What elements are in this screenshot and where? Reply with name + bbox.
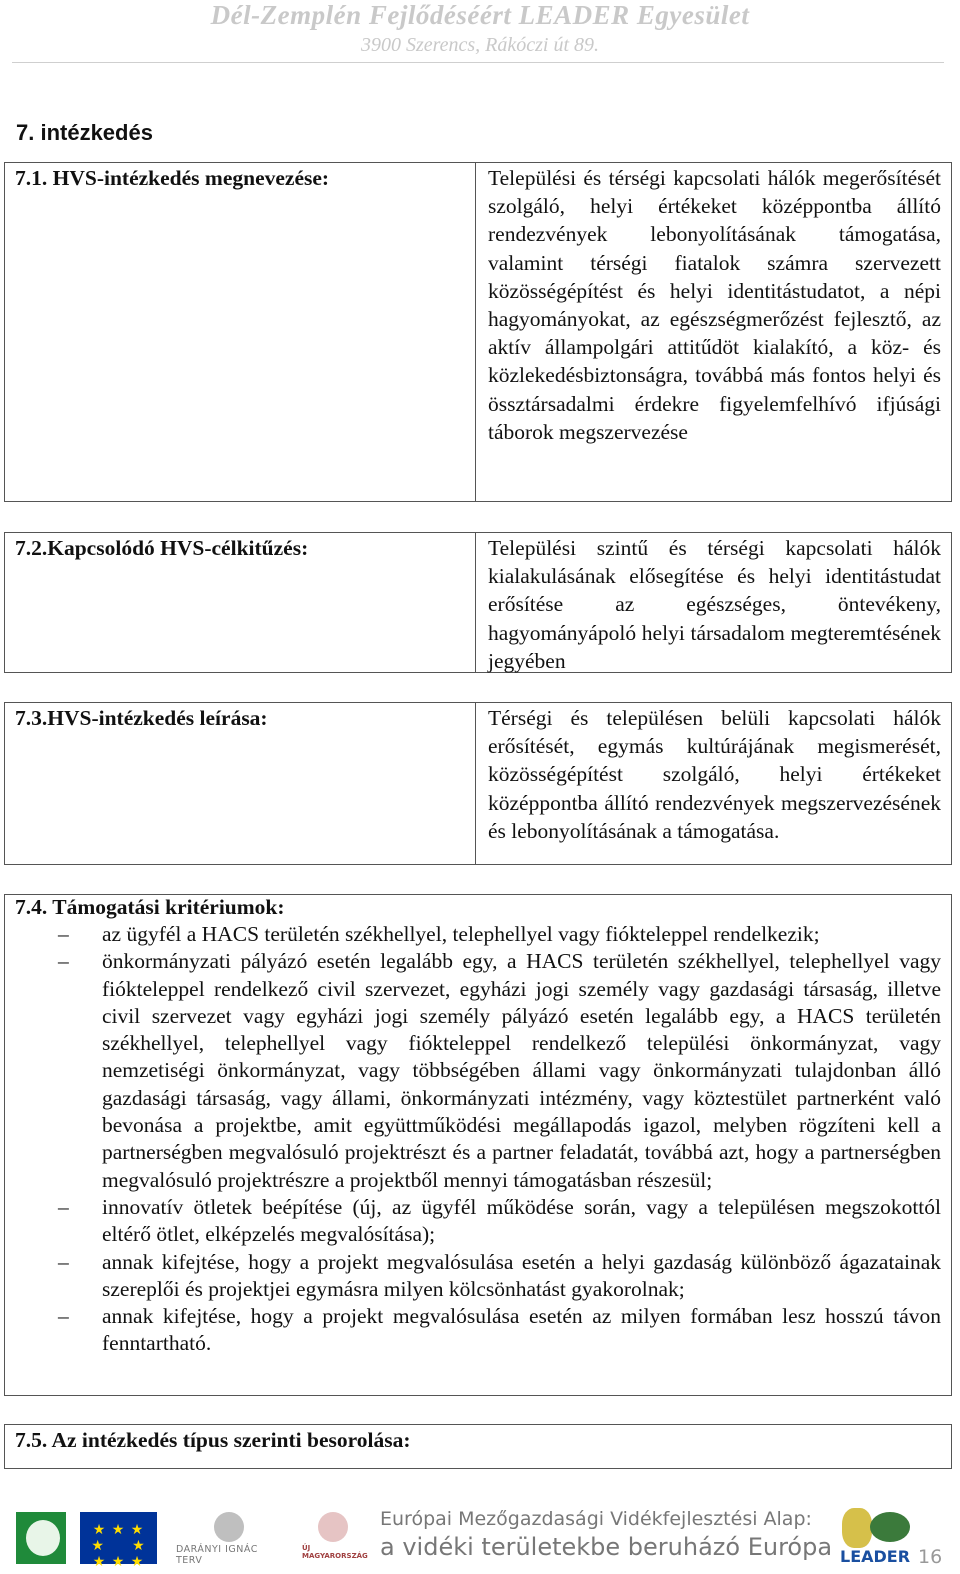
row-value: Települési szintű és térségi kapcsolati hálók kialakulásának elősegítése és helyi identitástudat erősítése az egészséges, öntevékeny, hagyományápoló helyi társadalom megteremtésének jegyében — [488, 536, 941, 673]
row-label: 7.1. HVS-intézkedés megnevezése: — [15, 166, 330, 190]
section-title: 7. intézkedés — [16, 120, 153, 145]
row-label: 7.2.Kapcsolódó HVS-célkitűzés: — [15, 536, 309, 560]
dash-bullet: – — [58, 1194, 69, 1219]
list-item — [5, 921, 941, 948]
grape-icon — [842, 1508, 872, 1548]
leader-text: LEADER — [840, 1547, 911, 1566]
classification-label: 7.5. Az intézkedés típus szerinti besorolása: — [15, 1428, 411, 1452]
leaf-icon — [26, 1520, 60, 1556]
emblem-icon — [318, 1512, 348, 1542]
list-item-text: önkormányzati pályázó esetén legalább egy, a HACS területén székhellyel, telephellyel vagy fiókteleppel rendelkező civil szervezet, egyházi jogi személy vagy gazdasági társaság, illetve civil szervezet vagy egyházi jogi személy pályázó esetén legalább egy, a HACS területén székhellyel, telephellyel vagy fiókteleppel rendelkező települési önkormányzat, vagy nemzetiségi önkormányzat, vagy többségében állami vagy önkormányzati tulajdonban álló gazdasági társaság, vagy állami, önkormányzati intézmény, vagy köztestület partnerként való bevonása a projektbe, amit együttműködési megállapodás igazol, melyben rögzíteni kell a partnerségben megvalósuló projektrészt és a partner feladatát, továbbá azt, hogy a partnerségben megvalósuló projektrészre a projektből mennyi támogatásban részesül; — [102, 949, 941, 1192]
list-item-text: annak kifejtése, hogy a projekt megvalósulása esetén a helyi gazdaság különböző ágazatainak szereplői és projektjei egymásra milyen kölcsönhatást gyakorolnak; — [102, 1249, 941, 1301]
criteria-box — [4, 894, 952, 1396]
list-item — [5, 1303, 941, 1358]
eu-stars-icon: ★ ★ ★ ★ ★ ★ ★ ★ — [91, 1522, 146, 1570]
column-divider — [475, 703, 476, 864]
uj-magyarorszag-text: ÚJ MAGYARORSZÁG — [302, 1544, 368, 1560]
local-leader-logo — [838, 1508, 912, 1566]
list-item — [5, 1249, 941, 1304]
row-value: Térségi és településen belüli kapcsolati hálók erősítését, egymás kultúrájának megismerését, közösségépítést szolgáló, helyi értékeket középpontba állító rendezvények megszervezésének és lebonyolításának a támogatása. — [488, 706, 941, 843]
organization-address: 3900 Szerencs, Rákóczi út 89. — [360, 34, 600, 56]
list-item-text: az ügyfél a HACS területén székhellyel, telephellyel vagy fiókteleppel rendelkezik; — [102, 922, 820, 946]
row-7-2 — [4, 532, 952, 673]
leader-logo — [16, 1512, 66, 1564]
darany-ignac-logo — [176, 1512, 286, 1568]
dash-bullet: – — [58, 949, 69, 974]
darany-ignac-text: DARÁNYI IGNÁC TERV — [176, 1544, 258, 1566]
eafrd-line-1: Európai Mezőgazdasági Vidékfejlesztési Alap: — [380, 1508, 812, 1530]
eafrd-line-2: a vidéki területekbe beruházó Európa — [380, 1533, 833, 1561]
eafrd-text — [380, 1506, 832, 1562]
leaf-icon — [870, 1512, 910, 1542]
column-divider — [475, 163, 476, 501]
row-7-1 — [4, 162, 952, 502]
organization-name: Dél-Zemplén Fejlődéséért LEADER Egyesület — [210, 0, 750, 30]
list-item — [5, 1194, 941, 1249]
row-label: 7.3.HVS-intézkedés leírása: — [15, 706, 268, 730]
row-value: Települési és térségi kapcsolati hálók megerősítését szolgáló, helyi értékeket középpontba állító rendezvények lebonyolításának támogatása, valamint térségi fiatalok számra szervezett közösségépítést és helyi identitástudatot, a népi hagyományokat, az egészségmerőzést fejlesztő, az aktív állampolgári attitűdöt kialakító, a köz- és közlekedésbiztonságra, továbbá más fontos helyi és össztársadalmi érdekre figyelemfelhívó ifjúsági táborok megszervezése — [488, 166, 941, 444]
dash-bullet: – — [58, 1249, 69, 1274]
list-item — [5, 948, 941, 1194]
column-divider — [475, 533, 476, 672]
list-item-text: innovatív ötletek beépítése (új, az ügyfél működése során, vagy a településen megszokottól eltérő ötlet, elképzelés megvalósítása); — [102, 1194, 941, 1247]
list-item-text: annak kifejtése, hogy a projekt megvalósulása esetén az milyen formában lesz hosszú távon fenntartható. — [102, 1304, 941, 1356]
row-7-3 — [4, 702, 952, 865]
page-footer — [0, 1500, 960, 1574]
uj-magyarorszag-logo — [302, 1512, 368, 1568]
classification-box — [4, 1424, 952, 1469]
criteria-label: 7.4. Támogatási kritériumok: — [15, 895, 285, 919]
eu-flag-logo — [80, 1512, 157, 1570]
dash-bullet: – — [58, 1304, 69, 1329]
dash-bullet: – — [58, 922, 69, 946]
header-divider — [12, 62, 944, 63]
page-number: 16 — [918, 1546, 943, 1568]
portrait-icon — [214, 1512, 244, 1542]
criteria-list — [5, 921, 941, 1358]
